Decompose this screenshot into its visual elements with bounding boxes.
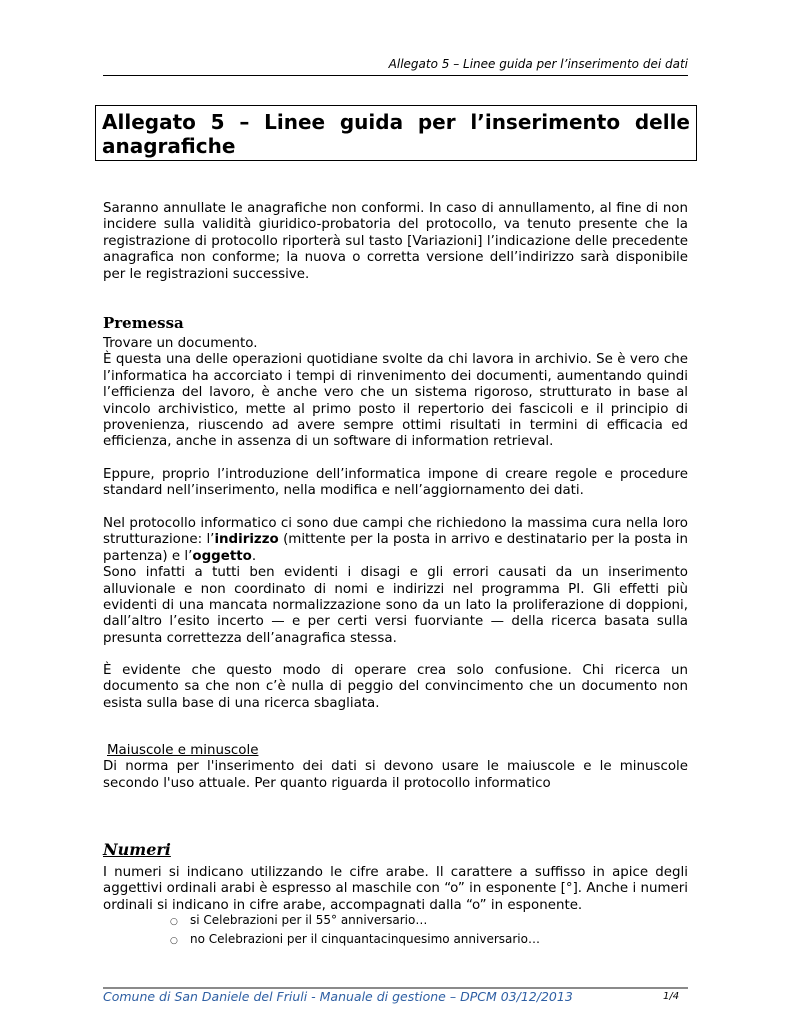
circle-bullet-icon: ○ [170, 917, 178, 927]
text: Nel protocollo informatico ci sono due campi che richiedono la massima cura nella loro strutturazione: l’ [103, 516, 688, 548]
premessa-paragraph-1 [103, 336, 688, 451]
running-header: Allegato 5 – Linee guida per l’inserimento dei dati [388, 57, 688, 71]
list-item-text: si Celebrazioni per il 55° anniversario… [190, 913, 428, 927]
circle-bullet-icon: ○ [170, 936, 178, 946]
list-item [170, 931, 540, 950]
bold-term-oggetto: oggetto [192, 548, 252, 564]
effects-text: Sono infatti a tutti ben evidenti i disagi e gli errori causati da un inserimento alluvionale e non coordinato di nomi e indirizzi nel programma PI. Gli effetti più evidenti di una mancata normalizzazione sono da un lato la proliferazione di doppioni, dall’altro l’esito incerto — e per certi versi fuorviante — della ricerca basata sulla presunta correttezza dell’anagrafica stessa. [103, 565, 688, 646]
text: (mittente per la posta in arrivo e destinatario per la posta in partenza) e l’ [103, 532, 688, 564]
maiuscole-section [103, 743, 688, 792]
numeri-text: I numeri si indicano utilizzando le cifre arabe. Il carattere a suffisso in apice degli aggettivi ordinali arabi è espresso al maschile con “o” in esponente [°]. Anche i numeri ordinali si indicano in cifre arabe, accompagnati dalla “o” in esponente. [103, 865, 688, 913]
maiuscole-heading: Maiuscole e minuscole [107, 743, 259, 758]
premessa-paragraph-2: Eppure, proprio l’introduzione dell’informatica impone di creare regole e procedure standard nell’inserimento, nella modifica e nell’aggiornamento dei dati. [103, 467, 688, 499]
page-number: 1/4 [663, 991, 680, 1002]
premessa-text: È questa una delle operazioni quotidiane svolte da chi lavora in archivio. Se è vero che l’informatica ha accorciato i tempi di rinvenimento dei documenti, aumentando quindi l’efficienza del lavoro, è anche vero che un sistema rigoroso, strutturato in base al vincolo archivistico, mette al primo posto il repertorio dei fascicoli e il principio di provenienza, riuscendo ad avere sempre ottimi risultati in termini di efficacia ed efficienza, anche in assenza di un software di information retrieval. [103, 352, 688, 450]
header-divider [103, 75, 688, 76]
premessa-paragraph-3 [103, 516, 688, 647]
footer-text: Comune di San Daniele del Friuli - Manuale di gestione – DPCM 03/12/2013 [103, 989, 573, 1004]
premessa-heading: Premessa [103, 314, 184, 332]
list-item [170, 912, 540, 931]
fields-text [103, 516, 688, 565]
premessa-paragraph-5: È evidente che questo modo di operare crea solo confusione. Chi ricerca un documento sa che non c’è nulla di peggio del convincimento che un documento non esista sulla base di una ricerca sbagliata. [103, 663, 688, 711]
numeri-heading: Numeri [103, 840, 171, 859]
premessa-first-line: Trovare un documento. [103, 336, 258, 351]
document-title: Allegato 5 – Linee guida per l’inserimento delle anagrafiche [95, 105, 697, 161]
text: . [251, 548, 257, 564]
bold-term-indirizzo: indirizzo [214, 532, 279, 548]
bullet-list [170, 912, 540, 950]
list-item-text: no Celebrazioni per il cinquantacinquesimo anniversario… [190, 932, 540, 946]
maiuscole-text: Di norma per l'inserimento dei dati si devono usare le maiuscole e le minuscole secondo l'uso attuale. Per quanto riguarda il protocollo informatico [103, 759, 688, 791]
intro-paragraph: Saranno annullate le anagrafiche non conformi. In caso di annullamento, al fine di non incidere sulla validità giuridico-probatoria del protocollo, va tenuto presente che la registrazione di protocollo riporterà sul tasto [Variazioni] l’indicazione delle precedente anagrafica non conforme; la nuova o corretta versione dell’indirizzo sarà disponibile per le registrazioni successive. [103, 201, 688, 282]
